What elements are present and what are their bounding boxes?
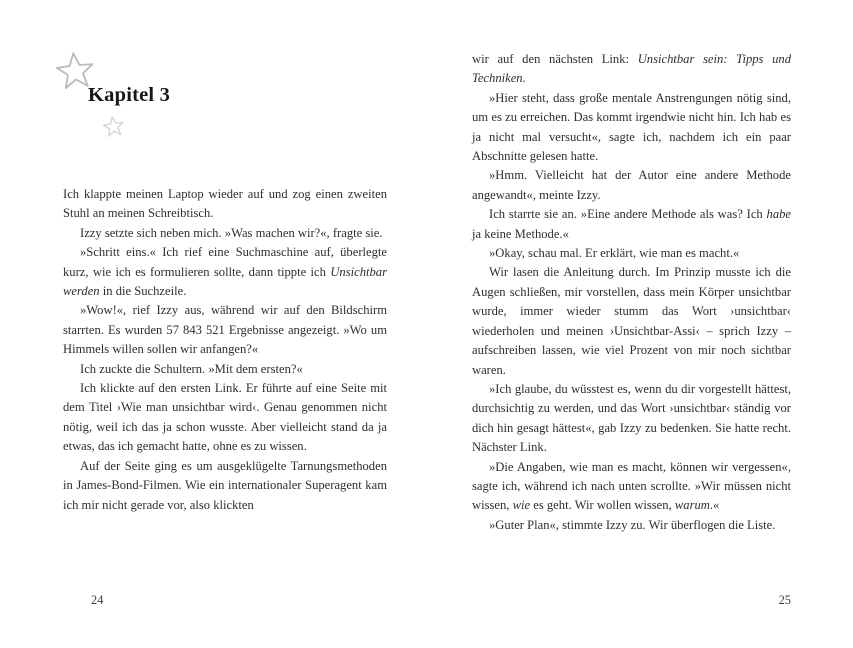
body-text: es geht. Wir wollen wissen, (530, 498, 675, 513)
body-text: »Wow!«, rief Izzy aus, während wir auf den Bildschirm starrten. Es wurden 57 843 521 Ergebnisse angezeigt. »Wo um Himmels willen sollen wir anfangen?« (63, 303, 387, 357)
body-text: Ich klappte meinen Laptop wieder auf und zog einen zweiten Stuhl an meinen Schreibtisch. (63, 187, 387, 221)
body-text: Ich zuckte die Schultern. »Mit dem ersten?« (80, 361, 303, 376)
paragraph (472, 50, 791, 89)
paragraph (472, 516, 791, 535)
body-text: ja keine Methode.« (472, 226, 569, 241)
paragraph (63, 224, 387, 243)
paragraph (472, 244, 791, 263)
paragraph (472, 166, 791, 205)
paragraph (63, 301, 387, 359)
emphasis-text: wie (512, 498, 531, 513)
page-right (426, 0, 853, 648)
emphasis-text: habe (766, 207, 791, 222)
paragraph (472, 380, 791, 458)
body-text-right (472, 50, 791, 535)
body-text: »Hmm. Vielleicht hat der Autor eine andere Methode angewandt«, meinte Izzy. (472, 168, 791, 202)
paragraph (472, 263, 791, 379)
body-text: »Hier steht, dass große mentale Anstrengungen nötig sind, um es zu erreichen. Das kommt irgendwie nicht hin. Ich hab es ja nicht mal versucht«, sagte ich, nachdem ich ein paar Abschnitte gelesen hatte. (472, 90, 791, 164)
body-text: Wir lasen die Anleitung durch. Im Prinzip musste ich die Augen schließen, mir vorstellen, dass mein Körper unsichtbar wurde, immer wieder stumm das Wort ›unsichtbar‹ wiederholen und meinen ›Unsichtbar-Assi‹ – sprich Izzy – aufschreiben lassen, wie viel Prozent von mir noch sichtbar waren. (472, 265, 791, 377)
body-text: wir auf den nächsten Link: (472, 52, 638, 66)
body-text: »Okay, schau mal. Er erklärt, wie man es macht.« (489, 246, 740, 261)
body-text: Izzy setzte sich neben mich. »Was machen wir?«, fragte sie. (80, 225, 383, 240)
paragraph (472, 205, 791, 244)
body-text: »Ich glaube, du wüsstest es, wenn du dir vorgestellt hättest, durchsichtig zu werden, und das Wort ›unsichtbar‹ ständig vor dich hin gesagt hättest«, gab Izzy zu bedenken. Sie hatte recht. Nächster Link. (472, 381, 791, 455)
body-text: Ich klickte auf den ersten Link. Er führte auf eine Seite mit dem Titel ›Wie man unsichtbar wird‹. Genau genommen nicht nötig, weil ich das ja schon wusste. Aber vielleicht stand da ja etwas, das ich gemacht hatte, ohne es zu wissen. (63, 381, 387, 454)
paragraph (63, 185, 387, 224)
chapter-heading-block (0, 0, 426, 160)
body-text: Ich starrte sie an. »Eine andere Methode als was? Ich (489, 207, 767, 222)
page-number-left: 24 (91, 593, 104, 607)
emphasis-text: Unsichtbar sein: Tipps und Techniken. (472, 52, 792, 86)
star-outline-icon-small (102, 114, 126, 139)
paragraph (63, 457, 387, 515)
chapter-title: Kapitel 3 (88, 84, 171, 106)
body-text-left (63, 185, 387, 515)
paragraph (63, 360, 387, 379)
paragraph (472, 89, 791, 167)
body-text: »Guter Plan«, stimmte Izzy zu. Wir überflogen die Liste. (489, 517, 776, 532)
emphasis-text: warum (674, 498, 710, 513)
page-number-right: 25 (778, 593, 791, 607)
body-text: in die Suchzeile. (99, 284, 187, 299)
emphasis-text: Unsichtbar werden (63, 264, 387, 299)
body-text: »Die Angaben, wie man es macht, können wir vergessen«, sagte ich, während ich nach unten scrollte. »Wir müssen nicht wissen, (472, 459, 791, 513)
page-left (0, 0, 426, 648)
body-text: .« (709, 498, 720, 513)
body-text: Auf der Seite ging es um ausgeklügelte Tarnungsmethoden in James-Bond-Filmen. Wie ein internationaler Superagent kam ich mir nicht gerade vor, also klickten (63, 458, 387, 512)
body-text: »Schritt eins.« Ich rief eine Suchmaschine auf, überlegte kurz, wie ich es formulieren sollte, dann tippte ich (63, 245, 387, 279)
paragraph (472, 458, 791, 516)
paragraph (63, 379, 387, 457)
paragraph (63, 243, 387, 301)
